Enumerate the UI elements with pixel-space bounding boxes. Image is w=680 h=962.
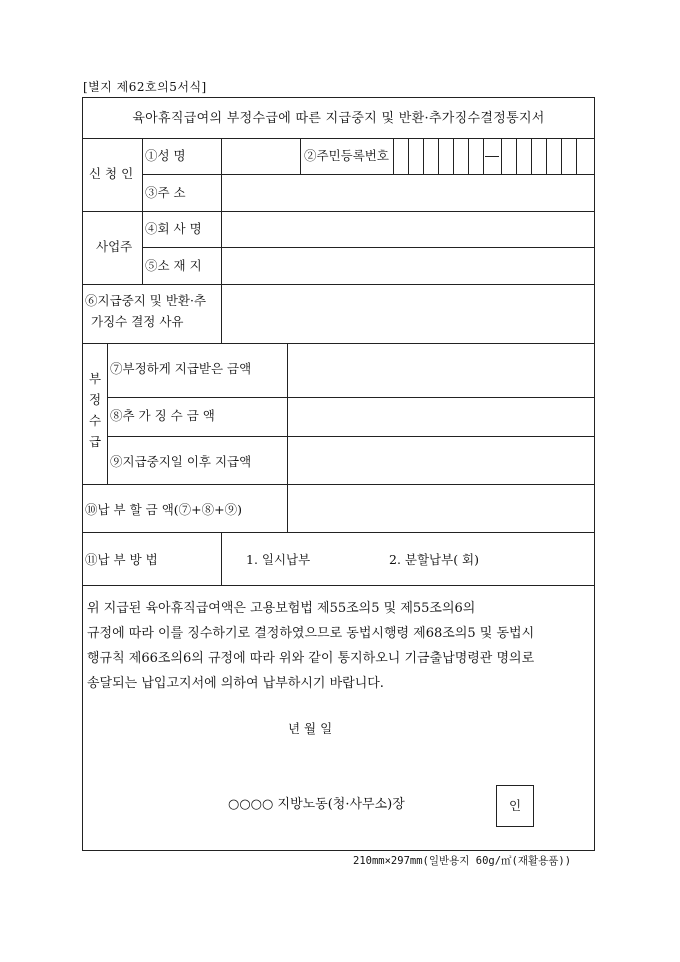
rrn-digit-box [468,138,469,174]
fraud-group-char: 수 [89,413,102,428]
rrn-digit-box [438,138,439,174]
form-title: 육아휴직급여의 부정수급에 따른 지급중지 및 반환·추가징수결정통지서 [132,111,545,126]
notice-line: 송달되는 납입고지서에 의하여 납부하시기 바랍니다. [87,676,384,691]
rrn-digit-box [453,138,454,174]
payment-amount-label: ⑩납 부 할 금 액(⑦+⑧+⑨) [85,502,242,517]
divider [83,211,594,212]
divider [83,532,594,533]
divider [83,484,594,485]
rrn-digit-box [531,138,532,174]
divider [142,138,143,284]
paid-after-suspension-label: ⑨지급중지일 이후 지급액 [110,454,252,469]
divider [83,138,594,139]
fraud-group-char: 부 [89,371,102,386]
divider [83,284,594,285]
seal-box [496,785,534,827]
divider [107,343,108,484]
company-name-label: ④회 사 명 [145,221,202,236]
name-label: ①성 명 [145,148,186,163]
reason-label-line2: 가징수 결정 사유 [91,314,184,329]
rrn-digit-box [423,138,424,174]
notice-line: 행규칙 제66조의6의 규정에 따라 위와 같이 통지하오니 기금출납명령관 명의로 [87,651,535,666]
divider [142,247,594,248]
seal-label: 인 [508,798,522,813]
additional-collection-label: ⑧추 가 징 수 금 액 [110,408,215,423]
paper-size-note: 210mm×297mm(일반용지 60g/㎡(재활용품)) [353,855,572,867]
divider [83,585,594,586]
rrn-digit-box [561,138,562,174]
date-line: 년 월 일 [288,721,333,736]
reason-label-line1: ⑥지급중지 및 반환·추 [85,293,207,308]
installment-option: 2. 분할납부( 회) [389,552,480,567]
divider [142,174,594,175]
payment-method-label: ⑪납 부 방 법 [85,552,158,567]
employer-label: 사업주 [96,239,133,254]
rrn-digit-box [501,138,502,174]
divider [287,343,288,532]
fraud-amount-label: ⑦부정하게 지급받은 금액 [110,361,252,376]
rrn-digit-box [516,138,517,174]
divider [107,436,594,437]
divider [83,343,594,344]
rrn-digit-box [408,138,409,174]
company-location-label: ⑤소 재 지 [145,258,202,273]
divider [107,397,594,398]
divider [300,138,301,174]
rrn-digit-box [546,138,547,174]
rrn-dash [485,156,499,157]
rrn-label: ②주민등록번호 [304,148,389,163]
divider [221,532,222,585]
fraud-group-char: 정 [89,392,102,407]
divider [393,138,394,174]
applicant-label: 신 청 인 [89,166,134,181]
fraud-group-char: 급 [89,434,102,449]
rrn-digit-box [483,138,484,174]
notice-line: 규정에 따라 이를 징수하기로 결정하였으므로 동법시행령 제68조의5 및 동법시 [87,626,535,641]
notice-form [82,97,595,851]
address-label: ③주 소 [145,185,186,200]
rrn-digit-box [576,138,577,174]
divider [221,138,222,343]
issuer-name: ○○○○ 지방노동(청·사무소)장 [228,797,405,812]
notice-line: 위 지급된 육아휴직급여액은 고용보험법 제55조의5 및 제55조의6의 [87,601,476,616]
form-reference: [별지 제62호의5서식] [83,80,207,94]
lump-sum-option: 1. 일시납부 [246,552,311,567]
